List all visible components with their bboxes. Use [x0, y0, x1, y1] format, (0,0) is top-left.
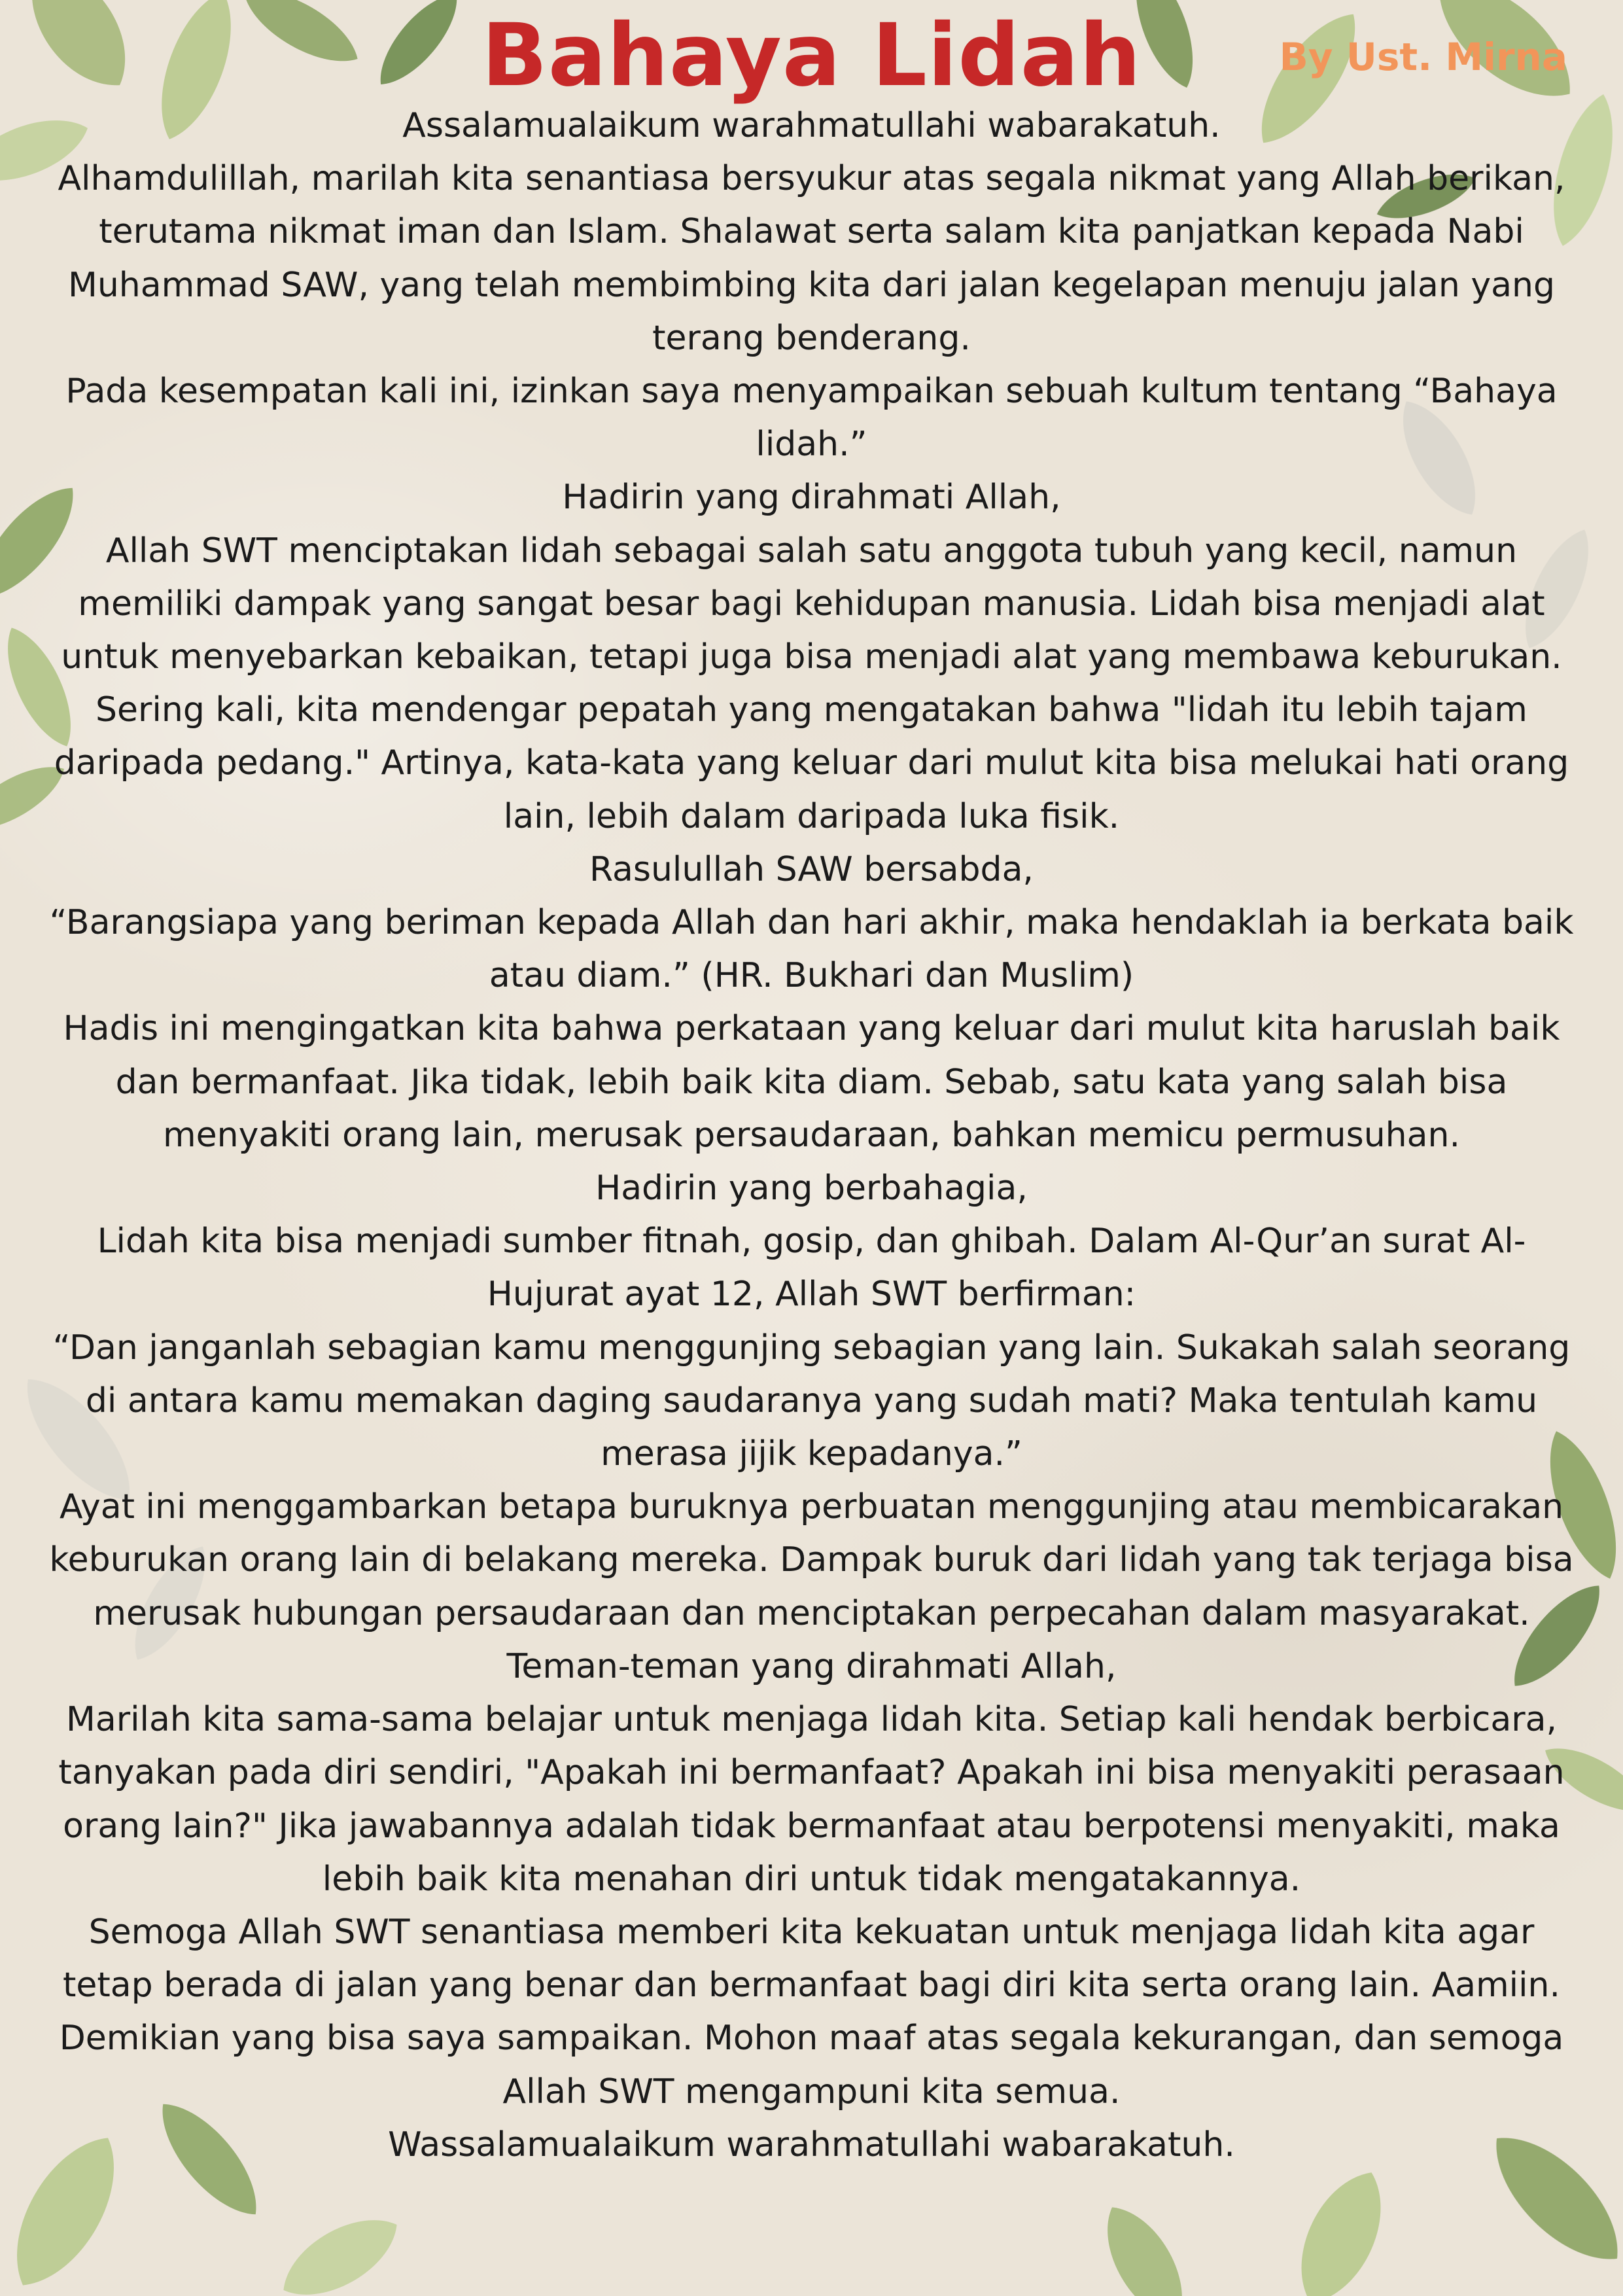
paragraph-address-3: Teman-teman yang dirahmati Allah,: [506, 1646, 1117, 1686]
paragraph-address-1: Hadirin yang dirahmati Allah,: [562, 478, 1061, 518]
document-title: Bahaya Lidah: [481, 5, 1142, 106]
paragraph-ayat-explanation: Ayat ini menggambarkan betapa buruknya perbuatan menggunjing atau membicarakan keburukan orang lain di belakang mereka. Dampak buruk dari lidah yang tak terjaga bisa merusak hubungan persaudaraan dan menciptakan perpecahan dalam masyarakat.: [49, 1487, 1574, 1633]
paragraph-quran-intro: Lidah kita bisa menjadi sumber fitnah, gosip, dan ghibah. Dalam Al-Qur’an surat Al-Hujurat ayat 12, Allah SWT berfirman:: [97, 1222, 1526, 1315]
paragraph-hadith-explanation: Hadis ini mengingatkan kita bahwa perkataan yang keluar dari mulut kita haruslah baik dan bermanfaat. Jika tidak, lebih baik kita diam. Sebab, satu kata yang salah bisa menyakiti orang lain, merusak persaudaraan, bahkan memicu permusuhan.: [63, 1009, 1560, 1155]
paragraph-tongue-impact: Allah SWT menciptakan lidah sebagai salah satu anggota tubuh yang kecil, namun memiliki dampak yang sangat besar bagi kehidupan manusia. Lidah bisa menjadi alat untuk menyebarkan kebaikan, tetapi juga bisa menjadi alat yang membawa keburukan. Sering kali, kita mendengar pepatah yang mengatakan bahwa "lidah itu lebih tajam daripada pedang." Artinya, kata-kata yang keluar dari mulut kita bisa melukai hati orang lain, lebih dalam daripada luka fisik.: [54, 531, 1569, 836]
paragraph-quran-quote: “Dan janganlah sebagian kamu menggunjing sebagian yang lain. Sukakah salah seorang di antara kamu memakan daging saudaranya yang sudah mati? Maka tentulah kamu merasa jijik kepadanya.”: [52, 1328, 1571, 1474]
paragraph-introduction: Pada kesempatan kali ini, izinkan saya menyampaikan sebuah kultum tentang “Bahaya lidah.”: [65, 372, 1558, 465]
paragraph-closing-greeting: Wassalamualaikum warahmatullahi wabarakatuh.: [388, 2125, 1235, 2164]
paragraph-hadith-quote: “Barangsiapa yang beriman kepada Allah dan hari akhir, maka hendaklah ia berkata baik atau diam.” (HR. Bukhari dan Muslim): [49, 903, 1574, 996]
paragraph-closing: Demikian yang bisa saya sampaikan. Mohon maaf atas segala kekurangan, dan semoga Allah SWT mengampuni kita semua.: [59, 2019, 1564, 2111]
paragraph-hadith-intro: Rasulullah SAW bersabda,: [589, 849, 1034, 889]
speech-body: [46, 99, 1577, 2172]
paragraph-address-2: Hadirin yang berbahagia,: [595, 1169, 1028, 1209]
paragraph-prayer: Semoga Allah SWT senantiasa memberi kita kekuatan untuk menjaga lidah kita agar tetap berada di jalan yang benar dan bermanfaat bagi diri kita serta orang lain. Aamiin.: [62, 1912, 1561, 2005]
paragraph-opening-greeting: Assalamualaikum warahmatullahi wabarakatuh.: [402, 106, 1221, 145]
paragraph-advice: Marilah kita sama-sama belajar untuk menjaga lidah kita. Setiap kali hendak berbicara, tanyakan pada diri sendiri, "Apakah ini bermanfaat? Apakah ini bisa menyakiti perasaan orang lain?" Jika jawabannya adalah tidak bermanfaat atau berpotensi menyakiti, maka lebih baik kita menahan diri untuk tidak mengatakannya.: [58, 1700, 1565, 1899]
paragraph-gratitude: Alhamdulillah, marilah kita senantiasa bersyukur atas segala nikmat yang Allah berikan, terutama nikmat iman dan Islam. Shalawat serta salam kita panjatkan kepada Nabi Muhammad SAW, yang telah membimbing kita dari jalan kegelapan menuju jalan yang terang benderang.: [58, 159, 1565, 358]
author-label: By Ust. Mirna: [1279, 35, 1567, 79]
